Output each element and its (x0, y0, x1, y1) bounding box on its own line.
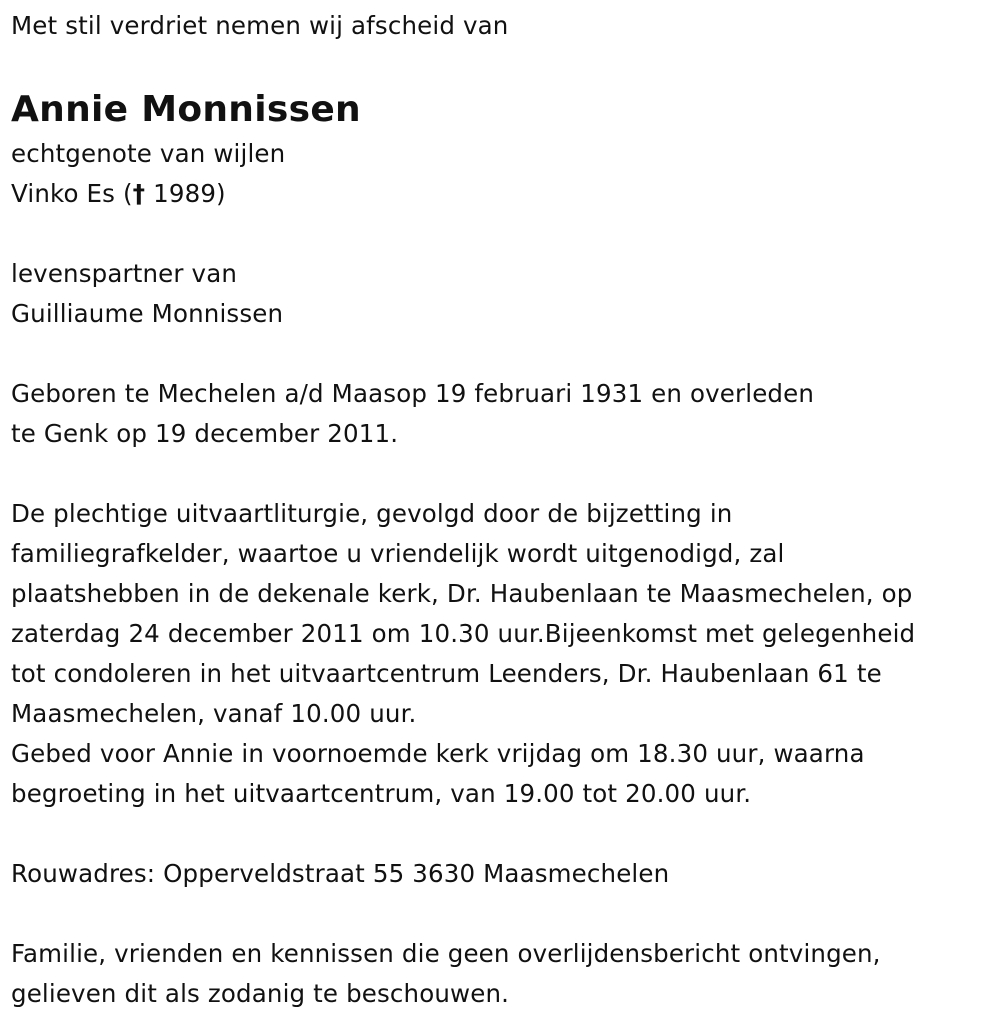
partner-section (11, 254, 986, 334)
funeral-line: Maasmechelen, vanaf 10.00 uur. (11, 699, 417, 728)
funeral-line: zaterdag 24 december 2011 om 10.30 uur.Bijeenkomst met gelegenheid (11, 619, 916, 648)
birth-line-1: Geboren te Mechelen a/d Maasop 19 februari 1931 en overleden (11, 379, 815, 408)
closing-line-1: Familie, vrienden en kennissen die geen overlijdensbericht ontvingen, (11, 939, 881, 968)
birth-line-2: te Genk op 19 december 2011. (11, 419, 399, 448)
mourning-address: Rouwadres: Opperveldstraat 55 3630 Maasmechelen (11, 859, 670, 888)
deceased-name: Annie Monnissen (11, 89, 361, 130)
funeral-line: tot condoleren in het uitvaartcentrum Leenders, Dr. Haubenlaan 61 te (11, 659, 882, 688)
cross-icon: † (132, 179, 146, 208)
address-section (11, 854, 986, 894)
spouse-death-year: 1989) (153, 179, 226, 208)
spouse-name (11, 174, 986, 214)
spouse-name-text: Vinko Es ( (11, 179, 133, 208)
partner-label: levenspartner van (11, 259, 238, 288)
spouse-section (11, 134, 986, 214)
birth-death-section (11, 374, 986, 454)
partner-name: Guilliaume Monnissen (11, 299, 284, 328)
spouse-label: echtgenote van wijlen (11, 139, 286, 168)
funeral-line: De plechtige uitvaartliturgie, gevolgd door de bijzetting in (11, 499, 733, 528)
prayer-line: begroeting in het uitvaartcentrum, van 19.00 tot 20.00 uur. (11, 779, 752, 808)
funeral-line: plaatshebben in de dekenale kerk, Dr. Haubenlaan te Maasmechelen, op (11, 579, 913, 608)
closing-line-2: gelieven dit als zodanig te beschouwen. (11, 979, 510, 1008)
death-notice (11, 6, 986, 1014)
closing-section (11, 934, 986, 1014)
intro-text: Met stil verdriet nemen wij afscheid van (11, 11, 509, 40)
funeral-section (11, 494, 986, 814)
funeral-line: familiegrafkelder, waartoe u vriendelijk wordt uitgenodigd, zal (11, 539, 785, 568)
prayer-line: Gebed voor Annie in voornoemde kerk vrijdag om 18.30 uur, waarna (11, 739, 865, 768)
